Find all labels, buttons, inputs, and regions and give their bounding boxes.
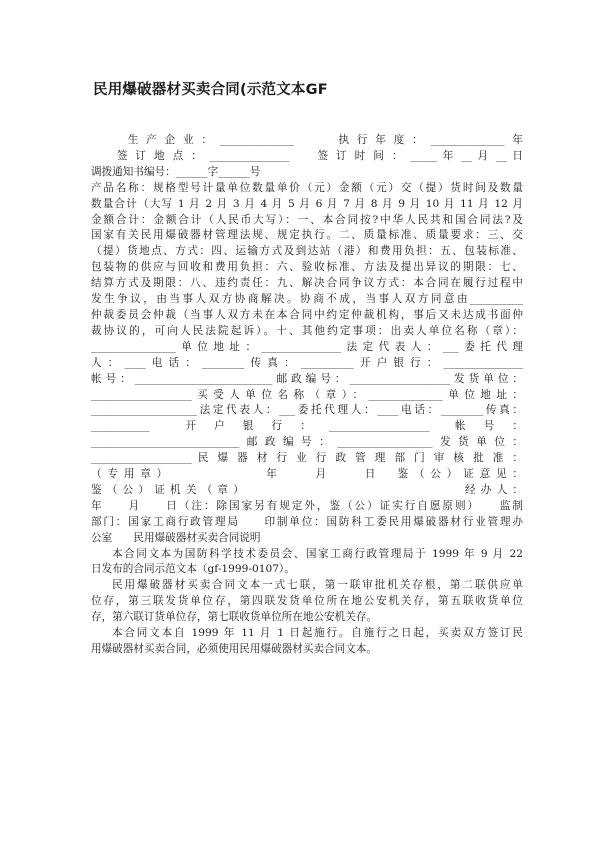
line-clause-7: 结算方式及期限：八、违约责任：九、解决合同争议方式：本合同在履行过程中 — [91, 277, 523, 290]
line-office: 公室 民用爆破器材买卖合同说明 — [91, 531, 261, 544]
line-dispute: 发生争议，由当事人双方协商解决。协商不成，当事人双方同意由__________ — [91, 293, 523, 306]
line-product-header: 产品名称：规格型号计量单位数量单价（元）金额（元）交（提）货时间及数量 — [91, 181, 523, 194]
line-producer: 生产企业：______________ 执行年度：______________年 — [91, 134, 523, 146]
paragraph-1-line-2: 日发布的合同示范文本（gf-1999-0107）。 — [91, 563, 295, 576]
line-amount-total: 金额合计：金额合计（人民币大写）：一、本合同按?中华人民共和国合同法?及 — [91, 213, 523, 226]
line-seller-address: ________________单位地址：_______________法定代表人：___委托代理 — [91, 340, 523, 353]
document-title: 民用爆破器材买卖合同(示范文本GF — [93, 82, 328, 98]
paragraph-2-line-1: 民用爆破器材买卖合同文本一式七联，第一联审批机关存根，第二联供应单 — [112, 579, 523, 592]
line-clause-5: 包装物的供应与回收和费用负担：六、验收标准、方法及提出异议的期限：七、 — [91, 261, 523, 274]
paragraph-3-line-1: 本合同文本自 1999 年 11 月 1 日起施行。自施行之日起，买卖双方签订民 — [112, 627, 523, 640]
line-clause-2: 国家有关民用爆破器材管理法规、规定执行。二、质量标准、质量要求：三、交 — [91, 229, 523, 242]
line-seal-date: （专用章） 年 月 日 鉴（公）证意见： — [91, 468, 523, 481]
line-clause-10: 裁协议的，可向人民法院起诉）。十、其他约定事项：出卖人单位名称（章）： — [91, 324, 523, 337]
line-seller-account: 帐号：__________________________邮政编号：___________________发货单位： — [91, 372, 523, 385]
paragraph-2-line-3: 存，第六联订货单位存，第七联收货单位所在地公安机关存。 — [91, 611, 378, 624]
line-buyer-representative: ____________________法定代表人：___委托代理人：____电话：________传真： — [91, 404, 523, 417]
line-buyer-name: ___________________买受人单位名称（章）：______________单位地址： — [91, 388, 523, 401]
line-quantity-total: 数量合计（大写 1 月 2 月 3 月 4 月 5 月 6 月 7 月 8 月 9 月 10 月 11 月 12 月 — [91, 197, 523, 210]
line-notice-number: 调拨通知书编号：______字______号 — [91, 165, 261, 178]
line-sign-place-time: 签 订 地 点 ： _______________ 签 订 时 间 ： _____ 年 __ 月 __ 日 — [91, 149, 523, 162]
line-supervisor: 部门：国家工商行政管理局 印制单位：国防科工委民用爆破器材行业管理办 — [91, 515, 523, 528]
line-clause-3: （提）货地点、方式：四、运输方式及到达站（港）和费用负担：五、包装标准、 — [91, 245, 523, 258]
line-note: 年 月 日（注：除国家另有规定外，鉴（公）证实行自愿原则） 监制 — [91, 499, 523, 512]
line-buyer-bank: ___________ 开 户 银 行 ： ___________________ 帐 号 ： — [91, 420, 523, 433]
line-notary: 鉴（公）证机关（章） 经办人： — [91, 483, 523, 496]
line-approval: ___________________ 民 爆 器 材 行 业 行 政 管 理 部 门 审 核 批 准 ： — [91, 452, 523, 465]
paragraph-3-line-2: 用爆破器材买卖合同，必须使用民用爆破器材买卖合同文本。 — [91, 643, 378, 655]
contract-body — [91, 133, 523, 658]
line-arbitration: 仲裁委员会仲裁（当事人双方未在本合同中约定仲裁机构，事后又未达成书面仲 — [91, 308, 523, 321]
line-buyer-postcode: ____________________________邮政编号：__________________发货单位： — [91, 436, 523, 449]
paragraph-2-line-2: 位存，第三联发货单位存，第四联发货单位所在地公安机关存，第五联收货单位 — [91, 595, 523, 608]
paragraph-1-line-1: 本合同文本为国防科学技术委员会、国家工商行政管理局于 1999 年 9 月 22 — [112, 547, 523, 560]
line-seller-contact: 人：____电话：________传真：__________开户银行：_______________ — [91, 356, 523, 369]
